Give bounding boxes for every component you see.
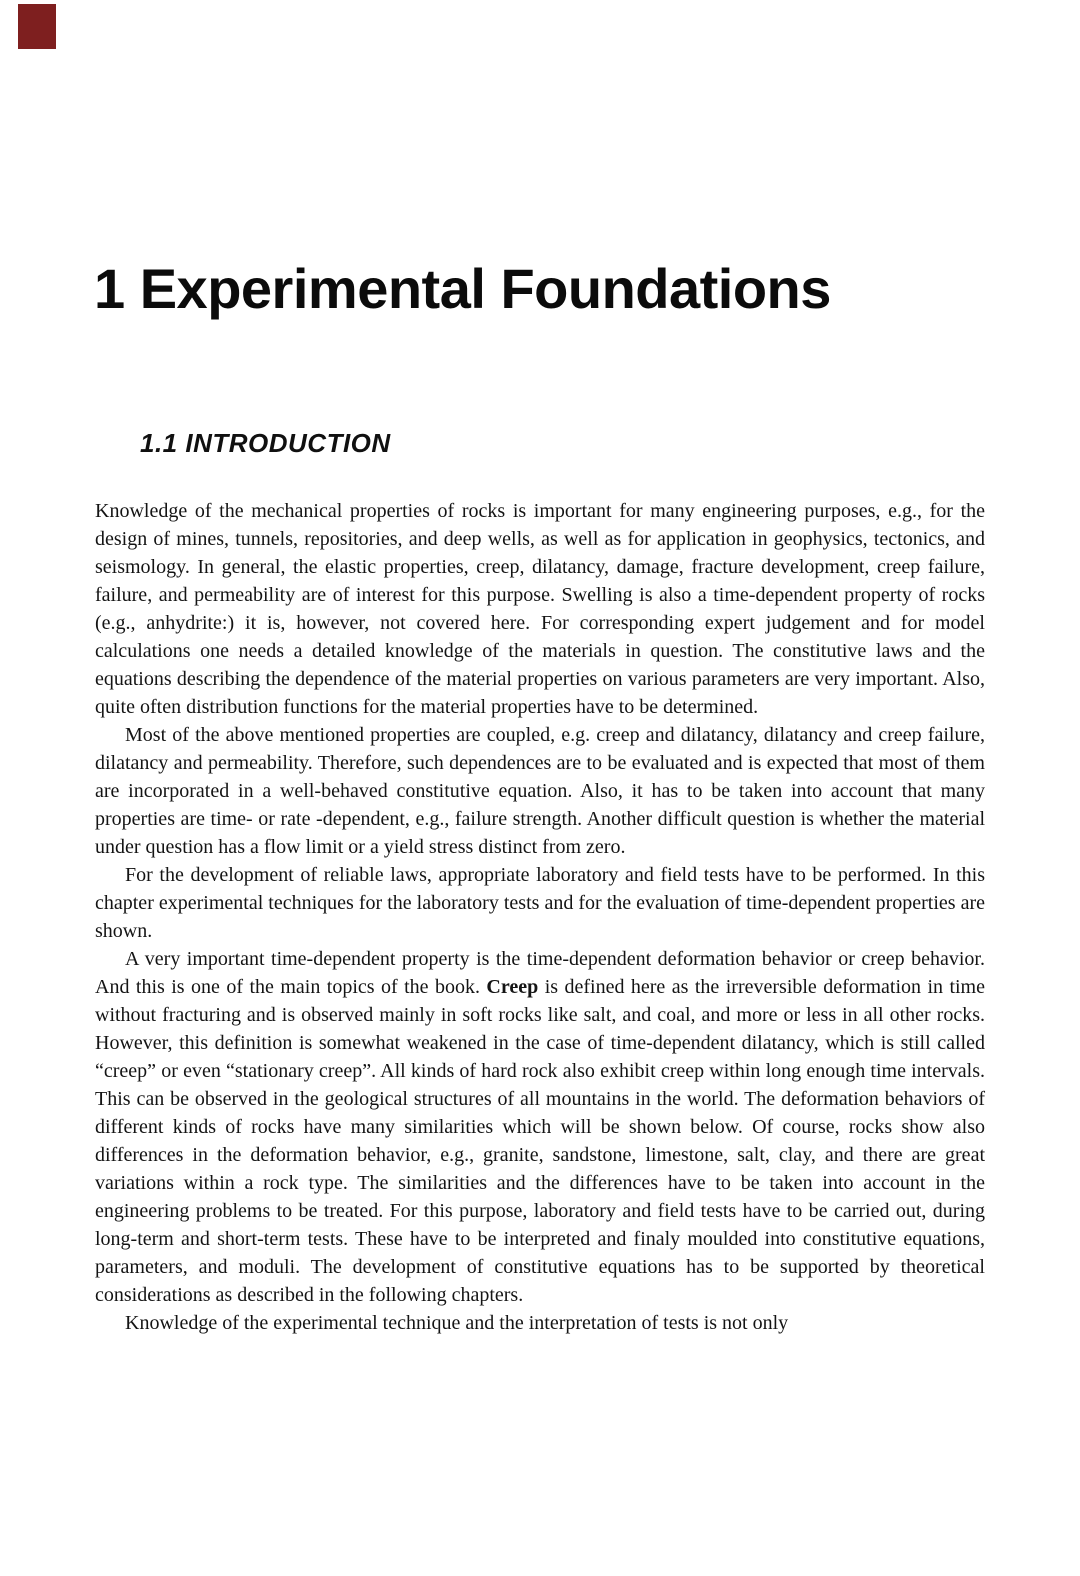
- paragraph-1: Knowledge of the mechanical properties of rocks is important for many engineering purposes, e.g., for the design of mines, tunnels, repositories, and deep wells, as well as for application in geophysics, tectonics, and seismology. In general, the elastic properties, creep, dilatancy, damage, fracture development, creep failure, failure, and permeability are of interest for this purpose. Swelling is also a time-dependent property of rocks (e.g., anhydrite:) it is, however, not covered here. For corresponding expert judgement and for model calculations one needs a detailed knowledge of the materials in question. The constitutive laws and the equations describing the dependence of the material properties on various parameters are very important. Also, quite often distribution functions for the material properties have to be determined.: [95, 500, 985, 718]
- paragraph-2: Most of the above mentioned properties are coupled, e.g. creep and dilatancy, dilatancy and creep failure, dilatancy and permeability. Therefore, such dependences are to be evaluated and is expected that most of them are incorporated in a well-behaved constitutive equation. Also, it has to be taken into account that many properties are time- or rate -dependent, e.g., failure strength. Another difficult question is whether the material under question has a flow limit or a yield stress distinct from zero.: [95, 724, 985, 858]
- paragraph-4-text-cont: is defined here as the irreversible deformation in time without fracturing and is observed mainly in soft rocks like salt, and coal, and more or less in all other rocks. However, this definition is somewhat weakened in the case of time-dependent dilatancy, which is still called “creep” or even “stationary creep”. All kinds of hard rock also exhibit creep within long enough time intervals. This can be observed in the geological structures of all mountains in the world. The deformation behaviors of different kinds of rocks have many similarities which will be shown below. Of course, rocks show also differences in the deformation behavior, e.g., granite, sandstone, limestone, salt, clay, and there are great variations within a rock type. The similarities and the differences have to be taken into account in the engineering problems to be treated. For this purpose, laboratory and field tests have to be carried out, during long-term and short-term tests. These have to be interpreted and finaly moulded into constitutive equations, parameters, and moduli. The development of constitutive equations has to be supported by theoretical considerations as described in the following chapters.: [95, 976, 985, 1306]
- paragraph-4-text: A very important time-dependent property is the time-dependent deformation behavior or creep behavior. And this is one of the main topics of the book.: [95, 948, 985, 998]
- chapter-title: 1 Experimental Foundations: [94, 257, 831, 320]
- paragraph-5: Knowledge of the experimental technique and the interpretation of tests is not only: [125, 1312, 789, 1334]
- red-scan-mark: [18, 4, 56, 49]
- section-heading: 1.1 INTRODUCTION: [140, 428, 391, 458]
- paragraph-3: For the development of reliable laws, appropriate laboratory and field tests have to be performed. In this chapter experimental techniques for the laboratory tests and for the evaluation of time-dependent properties are shown.: [95, 864, 985, 942]
- body-text: [95, 497, 985, 1337]
- paragraph-4: [95, 945, 985, 1309]
- creep-term-bold: Creep: [486, 976, 539, 998]
